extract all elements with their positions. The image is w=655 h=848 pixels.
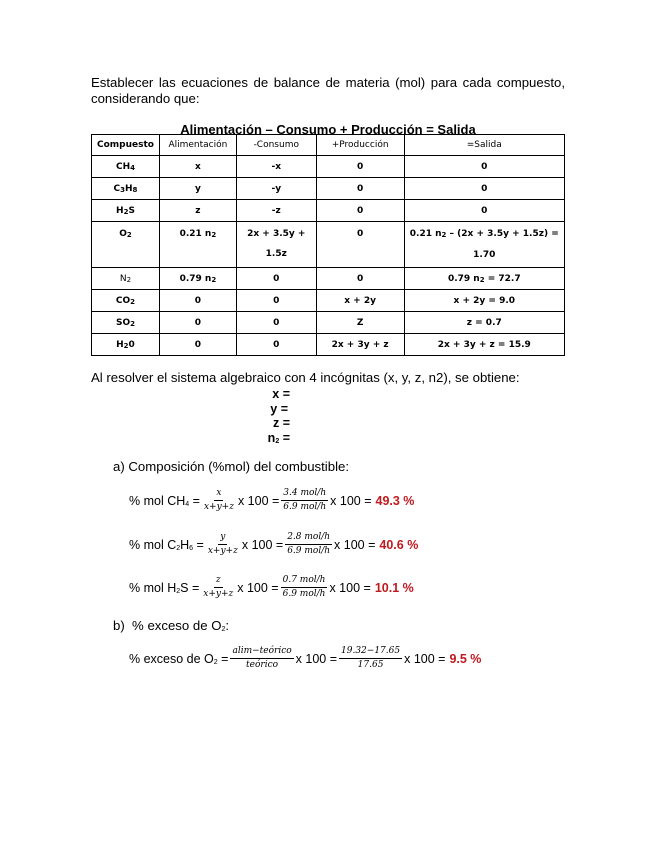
cell: -y	[236, 178, 316, 200]
table-row	[92, 222, 565, 268]
unknown-n2: $n_2$ =	[267, 431, 290, 445]
denominator: 17.65	[357, 660, 384, 670]
table-header-row	[92, 135, 565, 156]
times-100: x 100 =	[237, 580, 279, 595]
cell: 2x + 3y + z = 15.9	[404, 334, 564, 356]
table-row	[92, 156, 565, 178]
table-row	[92, 268, 565, 290]
cell-compound: $N_2$	[92, 268, 160, 290]
section-a-title: a) Composición (%mol) del combustible:	[113, 459, 349, 474]
fraction	[285, 532, 332, 557]
cell-compound: $CO_2$	[92, 290, 160, 312]
cell: 0	[159, 334, 236, 356]
eq-label: % exceso de $O_2$ =	[129, 651, 229, 666]
cell: z = 0.7	[404, 312, 564, 334]
cell: -z	[236, 200, 316, 222]
result-value: 10.1 %	[374, 580, 414, 595]
cell: y	[159, 178, 236, 200]
equation-h2s	[129, 575, 414, 600]
times-100: x 100 =	[329, 580, 371, 595]
table-row	[92, 178, 565, 200]
section-b-title: b) % exceso de $O_2$:	[113, 618, 230, 633]
cell: Z	[316, 312, 404, 334]
unknown-z: z =	[272, 416, 290, 430]
solve-text: Al resolver el sistema algebraico con 4 incógnitas (x, y, z, n2), se obtiene:	[91, 370, 520, 385]
header-consumo: -Consumo	[236, 135, 316, 156]
cell: 0	[316, 200, 404, 222]
cell: 0.21 $n_2$	[159, 222, 236, 268]
denominator: teórico	[246, 660, 279, 670]
eq-label: % mol $H_2S$ =	[129, 580, 200, 595]
cell-compound: $CH_4$	[92, 156, 160, 178]
fraction	[206, 532, 240, 557]
cell: 2x + 3.5y + 1.5z	[236, 222, 316, 268]
fraction	[281, 575, 328, 600]
intro-paragraph: Establecer las ecuaciones de balance de materia (mol) para cada compuesto, considerando que:	[91, 75, 565, 106]
cell: 0.79 $n_2$	[159, 268, 236, 290]
cell: 0	[236, 334, 316, 356]
cell-compound: $O_2$	[92, 222, 160, 268]
header-compuesto: Compuesto	[92, 135, 160, 156]
header-salida: =Salida	[404, 135, 564, 156]
times-100: x 100 =	[241, 537, 284, 552]
fraction	[339, 646, 402, 671]
cell: x + 2y = 9.0	[404, 290, 564, 312]
denominator: x+y+z	[203, 589, 234, 599]
table-row	[92, 312, 565, 334]
numerator: y	[218, 532, 227, 545]
times-100: x 100 =	[330, 493, 372, 508]
eq-label: % mol $C_2H_6$ =	[129, 537, 204, 552]
unknown-y: y =	[270, 402, 288, 416]
fraction	[230, 646, 293, 671]
numerator: 0.7 mol/h	[281, 575, 328, 588]
unknown-x: x =	[272, 387, 290, 401]
cell: 0.21 $n_2 - (2x + 3.5y + 1.5z)$ = 1.70	[404, 222, 564, 268]
balance-table	[91, 134, 565, 356]
cell: 0	[404, 200, 564, 222]
numerator: 19.32−17.65	[339, 646, 402, 659]
cell: x	[159, 156, 236, 178]
times-100: x 100 =	[404, 651, 446, 666]
denominator: 6.9 mol/h	[282, 589, 326, 599]
table-row	[92, 200, 565, 222]
header-alimentacion: Alimentación	[159, 135, 236, 156]
fraction	[202, 488, 236, 513]
cell: 0	[316, 268, 404, 290]
cell-compound: $SO_2$	[92, 312, 160, 334]
fraction	[201, 575, 235, 600]
cell: z	[159, 200, 236, 222]
numerator: 2.8 mol/h	[285, 532, 332, 545]
numerator: 3.4 mol/h	[281, 488, 328, 501]
numerator: z	[214, 575, 223, 588]
cell: 0	[316, 156, 404, 178]
cell: x + 2y	[316, 290, 404, 312]
eq-label: % mol $CH_4$ =	[129, 493, 200, 508]
cell-compound: $H_2S$	[92, 200, 160, 222]
equation-ch4	[129, 488, 414, 513]
cell: 0	[236, 312, 316, 334]
table-row	[92, 334, 565, 356]
result-value: 49.3 %	[375, 493, 415, 508]
numerator: x	[214, 488, 223, 501]
denominator: x+y+z	[207, 546, 238, 556]
result-value: 40.6 %	[379, 537, 419, 552]
equation-exceso-o2	[129, 646, 481, 671]
times-100: x 100 =	[237, 493, 280, 508]
cell: 0	[236, 268, 316, 290]
table-title: Alimentación – Consumo + Producción = Salida	[180, 122, 476, 137]
denominator: 6.9 mol/h	[283, 502, 327, 512]
numerator: alim−teórico	[230, 646, 293, 659]
cell: 0	[159, 290, 236, 312]
table-row	[92, 290, 565, 312]
cell: -x	[236, 156, 316, 178]
equation-c2h6	[129, 532, 418, 557]
fraction	[281, 488, 328, 513]
denominator: x+y+z	[203, 502, 234, 512]
cell-compound: $C_3H_8$	[92, 178, 160, 200]
cell-compound: $H_20$	[92, 334, 160, 356]
cell: 0	[236, 290, 316, 312]
cell: 2x + 3y + z	[316, 334, 404, 356]
times-100: x 100 =	[295, 651, 338, 666]
cell: 0	[316, 222, 404, 268]
cell: 0	[404, 156, 564, 178]
cell: 0	[404, 178, 564, 200]
cell: 0.79 $n_2 = 72.7$	[404, 268, 564, 290]
cell: 0	[316, 178, 404, 200]
denominator: 6.9 mol/h	[287, 546, 331, 556]
cell: 0	[159, 312, 236, 334]
times-100: x 100 =	[334, 537, 376, 552]
header-produccion: +Producción	[316, 135, 404, 156]
result-value: 9.5 %	[449, 651, 482, 666]
